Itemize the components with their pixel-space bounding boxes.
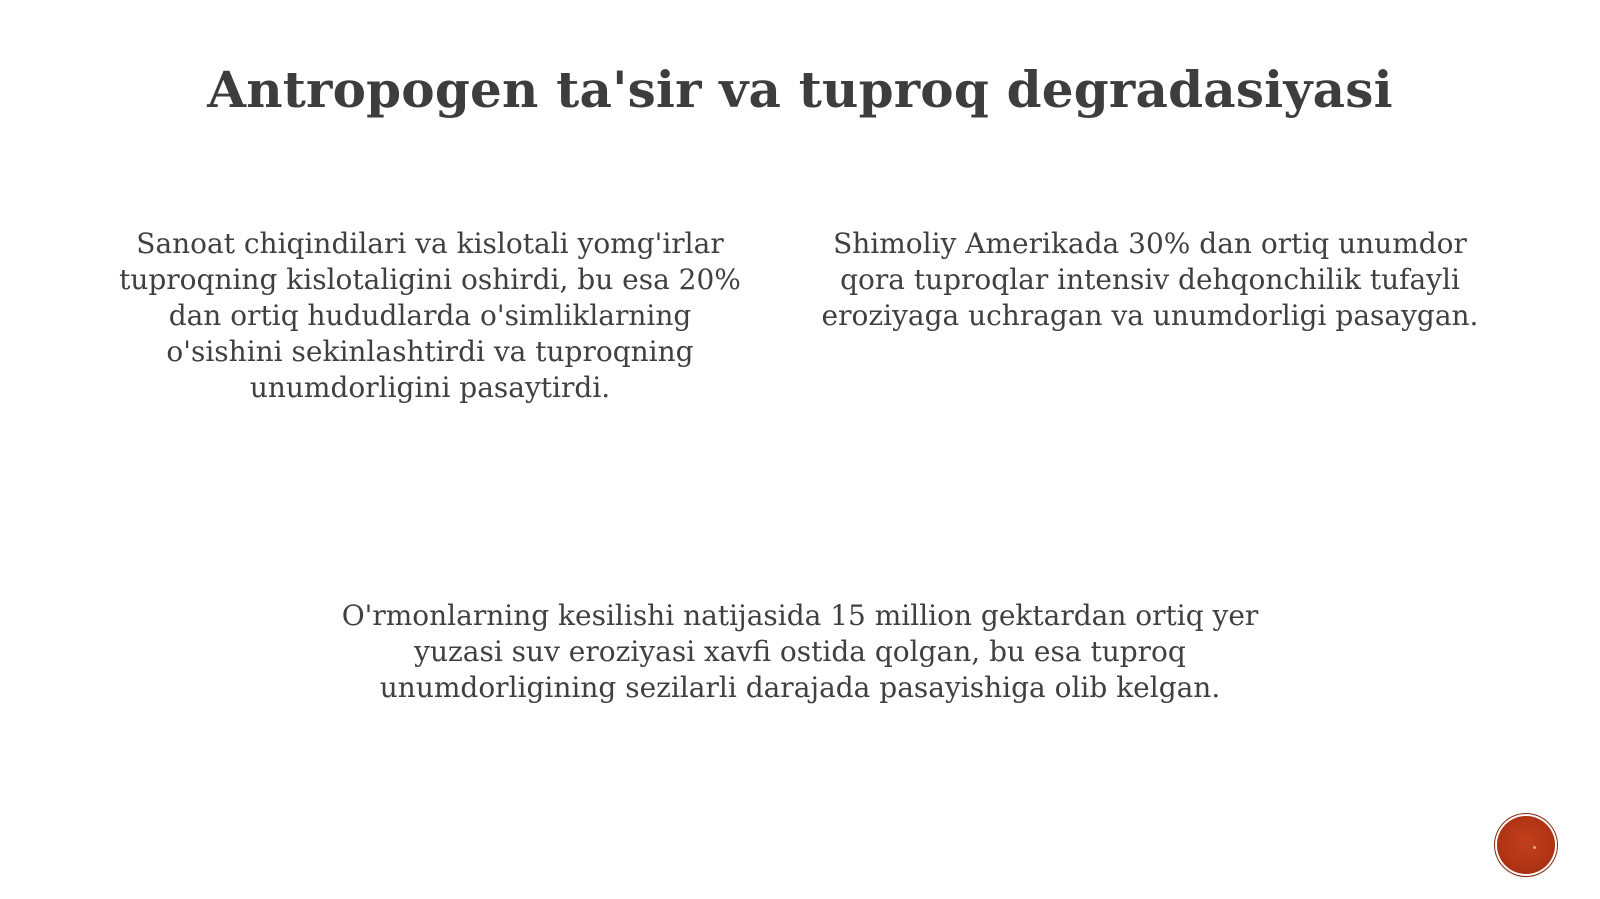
text-block-bottom: O'rmonlarning kesilishi natijasida 15 million gektardan ortiq yer yuzasi suv eroziyasi xavfi ostida qolgan, bu esa tuproq unumdorligining sezilarli darajada pasayishiga olib kelgan. <box>341 599 1259 704</box>
circle-button-icon[interactable] <box>1497 816 1555 874</box>
button-highlight <box>1533 846 1536 849</box>
slide-title: Antropogen ta'sir va tuproq degradasiyasi <box>207 60 1393 119</box>
text-block-left: Sanoat chiqindilari va kislotali yomg'irlar tuproqning kislotaligini oshirdi, bu esa 20% dan ortiq hududlarda o'simliklarning o'sishini sekinlashtirdi va tuproqning unumdorligini pasaytirdi. <box>119 227 741 404</box>
text-block-right: Shimoliy Amerikada 30% dan ortiq unumdor qora tuproqlar intensiv dehqonchilik tufayli eroziyaga uchragan va unumdorligi pasaygan. <box>821 227 1479 332</box>
